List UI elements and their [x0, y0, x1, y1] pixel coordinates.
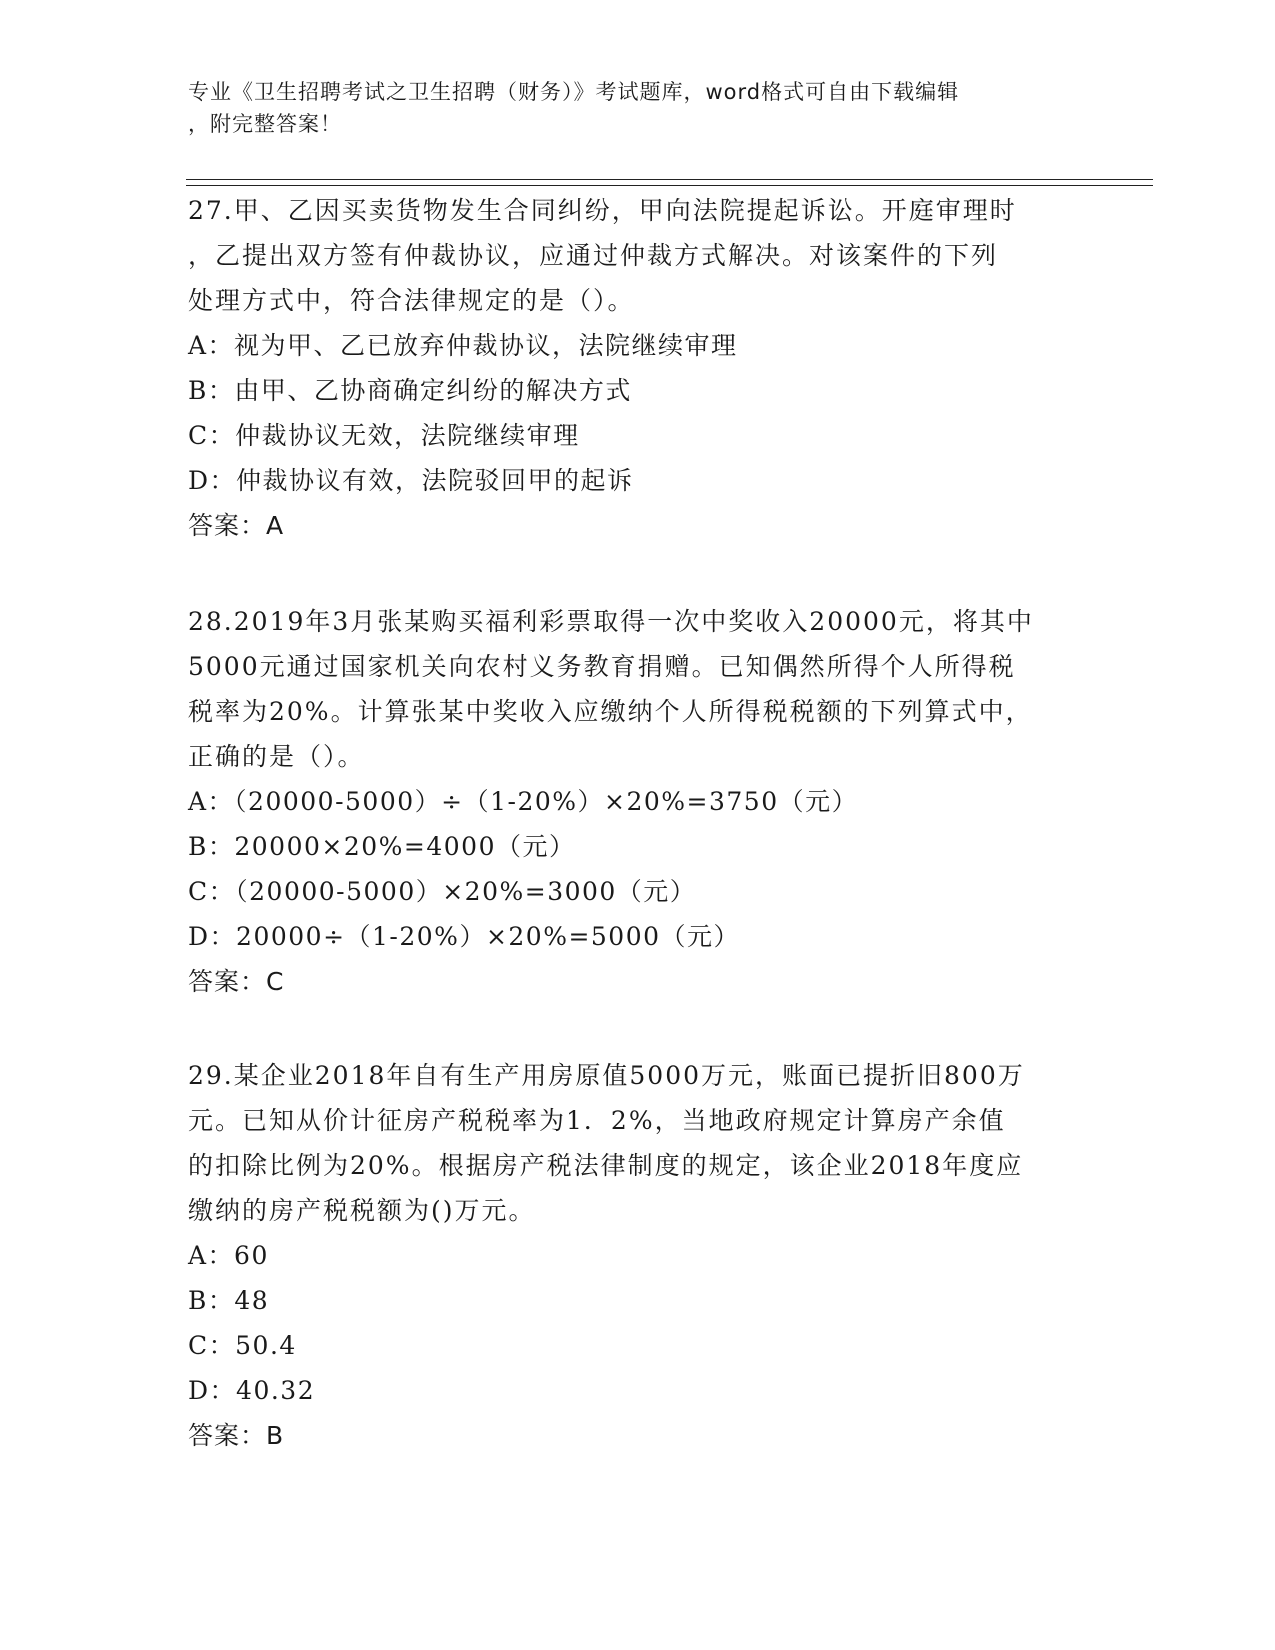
option-b: B：48: [188, 1286, 270, 1315]
question-stem: [188, 1053, 1088, 1233]
question-stem: [188, 599, 1088, 779]
question-29: [188, 1053, 1088, 1459]
stem-line: 5000元通过国家机关向农村义务教育捐赠。已知偶然所得个人所得税: [188, 652, 1016, 681]
option-d: D：40.32: [188, 1376, 316, 1405]
option-b: B：由甲、乙协商确定纠纷的解决方式: [188, 376, 632, 405]
header-line-1: 专业《卫生招聘考试之卫生招聘（财务）》考试题库，word格式可自由下载编辑: [188, 80, 960, 104]
option-a: A：（20000-5000）÷（1-20%）×20%=3750（元）: [188, 787, 859, 816]
option-d: D：仲裁协议有效，法院驳回甲的起诉: [188, 466, 634, 495]
header-divider-top: [186, 179, 1153, 180]
option-b: B：20000×20%=4000（元）: [188, 832, 576, 861]
document-header: [188, 76, 1068, 140]
stem-line: 元。已知从价计征房产税税率为1．2%，当地政府规定计算房产余值: [188, 1106, 1006, 1135]
header-divider-bottom: [186, 185, 1153, 186]
stem-line: 27.甲、乙因买卖货物发生合同纠纷，甲向法院提起诉讼。开庭审理时: [188, 196, 1017, 225]
header-line-2: ，附完整答案！: [188, 112, 342, 136]
question-28: [188, 599, 1088, 1005]
option-a: A：视为甲、乙已放弃仲裁协议，法院继续审理: [188, 331, 738, 360]
stem-line: ，乙提出双方签有仲裁协议，应通过仲裁方式解决。对该案件的下列: [188, 241, 999, 270]
stem-line: 处理方式中，符合法律规定的是（）。: [188, 286, 635, 315]
option-c: C：50.4: [188, 1331, 297, 1360]
answer-label: 答案：A: [188, 511, 285, 540]
stem-line: 税率为20%。计算张某中奖收入应缴纳个人所得税税额的下列算式中，: [188, 697, 1033, 726]
option-c: C：（20000-5000）×20%=3000（元）: [188, 877, 697, 906]
stem-line: 缴纳的房产税税额为()万元。: [188, 1196, 536, 1225]
stem-line: 的扣除比例为20%。根据房产税法律制度的规定，该企业2018年度应: [188, 1151, 1024, 1180]
stem-line: 29.某企业2018年自有生产用房原值5000万元，账面已提折旧800万: [188, 1061, 1025, 1090]
option-d: D：20000÷（1-20%）×20%=5000（元）: [188, 922, 741, 951]
answer-label: 答案：B: [188, 1421, 285, 1450]
option-a: A：60: [188, 1241, 269, 1270]
stem-line: 正确的是（）。: [188, 742, 365, 771]
question-27: [188, 188, 1088, 549]
answer-label: 答案：C: [188, 967, 285, 996]
option-c: C：仲裁协议无效，法院继续审理: [188, 421, 580, 450]
stem-line: 28.2019年3月张某购买福利彩票取得一次中奖收入20000元，将其中: [188, 607, 1034, 636]
question-stem: [188, 188, 1088, 323]
